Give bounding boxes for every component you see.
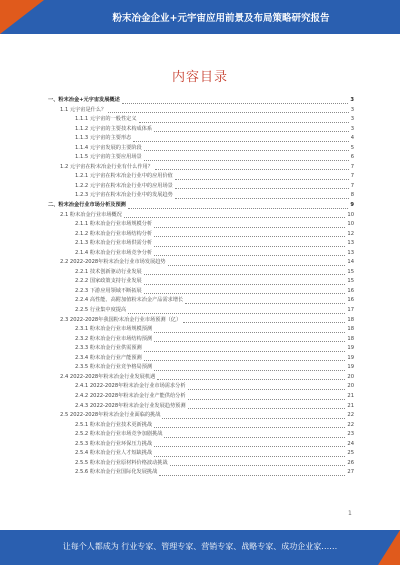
toc-entry-title: 2.1 粉末冶金行业市场概况 (60, 211, 122, 218)
toc-entry-page: 8 (350, 192, 354, 199)
toc-entry-title: 2.1.1 粉末冶金行业市场规模分析 (75, 221, 153, 228)
toc-entry[interactable] (48, 144, 354, 154)
toc-entry-page: 18 (347, 335, 354, 342)
toc-entry-page: 17 (347, 307, 354, 314)
toc-entry-title: 2.2.2 国家政策支持行业发展 (75, 278, 142, 285)
toc-entry[interactable] (48, 344, 354, 354)
toc-leader-dots (164, 436, 345, 438)
toc-leader-dots (128, 207, 349, 209)
toc-entry-page: 3 (350, 106, 354, 113)
toc-leader-dots (175, 187, 349, 189)
toc-entry-page: 15 (347, 278, 354, 285)
toc-leader-dots (183, 321, 345, 323)
toc-entry-page: 19 (347, 364, 354, 371)
toc-entry[interactable] (48, 325, 354, 335)
toc-entry[interactable] (48, 430, 354, 440)
toc-entry-page: 20 (347, 373, 354, 380)
toc-entry-title: 2.4.3 2022-2028年粉末冶金行业发展趋势预测 (75, 402, 186, 409)
toc-entry[interactable] (48, 211, 354, 221)
toc-entry-page: 7 (350, 163, 354, 170)
toc-entry-title: 2.5.1 粉末冶金行业技术更新挑战 (75, 421, 153, 428)
toc-entry-page: 4 (350, 135, 354, 142)
toc-entry[interactable] (48, 382, 354, 392)
toc-leader-dots (144, 159, 349, 161)
table-of-contents (48, 96, 354, 478)
toc-leader-dots (154, 254, 345, 256)
toc-entry-title: 2.4.1 2022-2028年粉末冶金行业市场需求分析 (75, 383, 186, 390)
toc-entry-page: 22 (347, 421, 354, 428)
toc-entry-page: 3 (350, 116, 354, 123)
toc-entry-title: 2.3.5 粉末冶金行业竞争格局预测 (75, 364, 153, 371)
toc-entry[interactable] (48, 392, 354, 402)
header-banner (0, 0, 400, 34)
toc-entry-page: 24 (347, 440, 354, 447)
toc-leader-dots (154, 245, 345, 247)
toc-entry-title: 1.2 元宇宙在粉末冶金行业有什么作用？ (60, 163, 153, 170)
toc-leader-dots (144, 359, 346, 361)
toc-leader-dots (154, 340, 345, 342)
toc-entry-title: 2.3.3 粉末冶金行业供需预测 (75, 345, 142, 352)
toc-entry-title: 2.5 2022-2028年粉末冶金行业面临的挑战 (60, 412, 161, 419)
toc-entry-page: 23 (347, 431, 354, 438)
toc-leader-dots (124, 216, 346, 218)
toc-entry[interactable] (48, 306, 354, 316)
toc-entry-page: 12 (347, 230, 354, 237)
toc-leader-dots (168, 264, 346, 266)
toc-entry-title: 1.2.3 元宇宙在粉末冶金行业中的发展趋势 (75, 192, 173, 199)
toc-entry-page: 6 (350, 154, 354, 161)
toc-leader-dots (188, 388, 346, 390)
toc-entry[interactable] (48, 440, 354, 450)
toc-entry-page: 18 (347, 316, 354, 323)
toc-entry[interactable] (48, 258, 354, 268)
toc-entry-title: 1.1.4 元宇宙发展的主要阶段 (75, 144, 142, 151)
footer-slogan: 让每个人都成为 行业专家、管理专家、营销专家、战略专家、成功企业家…… (62, 542, 338, 551)
toc-entry-page: 26 (347, 459, 354, 466)
toc-entry-page: 14 (347, 259, 354, 266)
footer-corner-accent (378, 530, 400, 565)
toc-entry[interactable] (48, 402, 354, 412)
toc-entry[interactable] (48, 459, 354, 469)
toc-entry-title: 2.1.4 粉末冶金行业市场竞争分析 (75, 249, 153, 256)
toc-entry[interactable] (48, 373, 354, 383)
toc-entry-title: 2.3.1 粉末冶金行业市场规模预测 (75, 326, 153, 333)
toc-entry-page: 16 (347, 287, 354, 294)
toc-entry[interactable] (48, 287, 354, 297)
toc-leader-dots (144, 292, 346, 294)
toc-leader-dots (185, 302, 345, 304)
toc-leader-dots (144, 350, 346, 352)
toc-leader-dots (154, 130, 349, 132)
toc-entry[interactable] (48, 191, 354, 201)
toc-entry-title: 2.5.3 粉末冶金行业环保压力挑战 (75, 440, 153, 447)
toc-leader-dots (154, 226, 345, 228)
toc-entry-title: 2.4.2 2022-2028年粉末冶金行业产能供给分析 (75, 392, 186, 399)
toc-entry-page: 7 (350, 182, 354, 189)
toc-entry-page: 15 (347, 268, 354, 275)
toc-entry-page: 3 (350, 97, 354, 103)
toc-leader-dots (154, 331, 345, 333)
toc-leader-dots (175, 197, 349, 199)
toc-entry-title: 2.2 2022-2028年粉末冶金行业市场发展趋势 (60, 259, 166, 266)
toc-entry-title: 二、粉末冶金行业市场分析及预测 (48, 202, 126, 209)
toc-entry-page: 7 (350, 173, 354, 180)
toc-entry-page: 27 (347, 469, 354, 476)
toc-entry[interactable] (48, 134, 354, 144)
toc-entry-page: 25 (347, 450, 354, 457)
toc-entry[interactable] (48, 163, 354, 173)
toc-entry-title: 2.3.2 粉末冶金行业市场结构预测 (75, 335, 153, 342)
toc-entry-title: 2.4 2022-2028年粉末冶金行业发展机遇 (60, 373, 156, 380)
toc-entry-page: 9 (350, 202, 354, 209)
toc-entry[interactable] (48, 316, 354, 326)
toc-leader-dots (122, 102, 349, 104)
toc-leader-dots (144, 273, 346, 275)
toc-leader-dots (162, 417, 345, 419)
toc-leader-dots (155, 168, 349, 170)
toc-leader-dots (175, 178, 349, 180)
toc-entry-page: 3 (350, 125, 354, 132)
toc-leader-dots (188, 407, 346, 409)
toc-entry[interactable] (48, 249, 354, 259)
toc-leader-dots (133, 140, 348, 142)
toc-entry[interactable] (48, 335, 354, 345)
toc-leader-dots (154, 426, 345, 428)
toc-entry[interactable] (48, 296, 354, 306)
toc-entry-title: 2.3 2022-2028年我国粉末冶金行业市场预测（亿） (60, 316, 182, 323)
toc-entry-page: 5 (350, 144, 354, 151)
toc-entry[interactable] (48, 268, 354, 278)
toc-entry-title: 2.2.3 下游应用领域不断拓展 (75, 287, 142, 294)
toc-entry[interactable] (48, 182, 354, 192)
toc-heading: 内容目录 (171, 70, 228, 85)
toc-entry-page: 10 (347, 221, 354, 228)
toc-leader-dots (170, 464, 346, 466)
toc-leader-dots (159, 474, 345, 476)
toc-entry-page: 13 (347, 249, 354, 256)
toc-leader-dots (128, 312, 345, 314)
toc-entry[interactable] (48, 96, 354, 106)
toc-entry-title: 1.1.2 元宇宙的主要技术构成体系 (75, 125, 153, 132)
toc-entry[interactable] (48, 125, 354, 135)
toc-leader-dots (144, 283, 346, 285)
toc-leader-dots (154, 455, 345, 457)
toc-leader-dots (108, 111, 348, 113)
toc-entry-title: 一、粉末冶金+元宇宙发展概述 (48, 97, 120, 103)
toc-entry-page: 22 (347, 412, 354, 419)
page-number: 1 (348, 510, 352, 517)
toc-entry[interactable] (48, 230, 354, 240)
toc-entry[interactable] (48, 411, 354, 421)
toc-entry-title: 1.1 元宇宙是什么？ (60, 106, 107, 113)
toc-leader-dots (157, 378, 345, 380)
toc-entry[interactable] (48, 220, 354, 230)
toc-entry-title: 2.5.4 粉末冶金行业人才短缺挑战 (75, 450, 153, 457)
toc-entry[interactable] (48, 354, 354, 364)
toc-entry-title: 2.2.5 行业集中度提高 (75, 307, 127, 314)
toc-entry[interactable] (48, 277, 354, 287)
toc-entry[interactable] (48, 239, 354, 249)
toc-entry-title: 2.5.5 粉末冶金行业原材料价格波动挑战 (75, 459, 168, 466)
toc-leader-dots (154, 445, 345, 447)
toc-entry[interactable] (48, 201, 354, 211)
toc-entry-title: 1.1.1 元宇宙的一般性定义 (75, 116, 137, 123)
toc-entry[interactable] (48, 115, 354, 125)
toc-entry[interactable] (48, 449, 354, 459)
toc-entry-title: 1.1.5 元宇宙的主要应用场景 (75, 154, 142, 161)
toc-leader-dots (144, 149, 349, 151)
toc-entry-title: 2.5.6 粉末冶金行业国际化发展挑战 (75, 469, 158, 476)
footer-banner (0, 530, 400, 565)
toc-entry[interactable] (48, 106, 354, 116)
toc-entry-title: 1.2.2 元宇宙在粉末冶金行业中的应用场景 (75, 182, 173, 189)
toc-entry-title: 1.2.1 元宇宙在粉末冶金行业中的应用价值 (75, 173, 173, 180)
toc-entry-title: 2.2.4 高性能、高附加值粉末冶金产品需求增长 (75, 297, 184, 304)
toc-entry-page: 16 (347, 297, 354, 304)
toc-entry-page: 20 (347, 383, 354, 390)
toc-entry-title: 2.3.4 粉末冶金行业产能预测 (75, 354, 142, 361)
toc-leader-dots (154, 369, 345, 371)
toc-entry-page: 13 (347, 240, 354, 247)
toc-entry[interactable] (48, 421, 354, 431)
toc-entry-page: 21 (347, 402, 354, 409)
toc-entry[interactable] (48, 363, 354, 373)
toc-entry-page: 10 (347, 211, 354, 218)
toc-entry-page: 19 (347, 354, 354, 361)
header-corner-accent (0, 0, 44, 34)
toc-leader-dots (154, 235, 345, 237)
toc-leader-dots (188, 398, 346, 400)
toc-entry-title: 2.1.3 粉末冶金行业市场供需分析 (75, 240, 153, 247)
toc-leader-dots (139, 121, 349, 123)
toc-entry-page: 18 (347, 326, 354, 333)
toc-entry-title: 2.1.2 粉末冶金行业市场结构分析 (75, 230, 153, 237)
toc-entry-title: 2.2.1 技术创新驱动行业发展 (75, 268, 142, 275)
toc-entry-title: 1.1.3 元宇宙的主要形态 (75, 135, 132, 142)
toc-entry-page: 21 (347, 392, 354, 399)
toc-entry[interactable] (48, 172, 354, 182)
toc-entry[interactable] (48, 153, 354, 163)
toc-entry[interactable] (48, 468, 354, 478)
toc-entry-title: 2.5.2 粉末冶金行业市场竞争加剧挑战 (75, 431, 163, 438)
report-title: 粉末冶金企业+元宇宙应用前景及布局策略研究报告 (112, 13, 330, 24)
toc-entry-page: 19 (347, 345, 354, 352)
